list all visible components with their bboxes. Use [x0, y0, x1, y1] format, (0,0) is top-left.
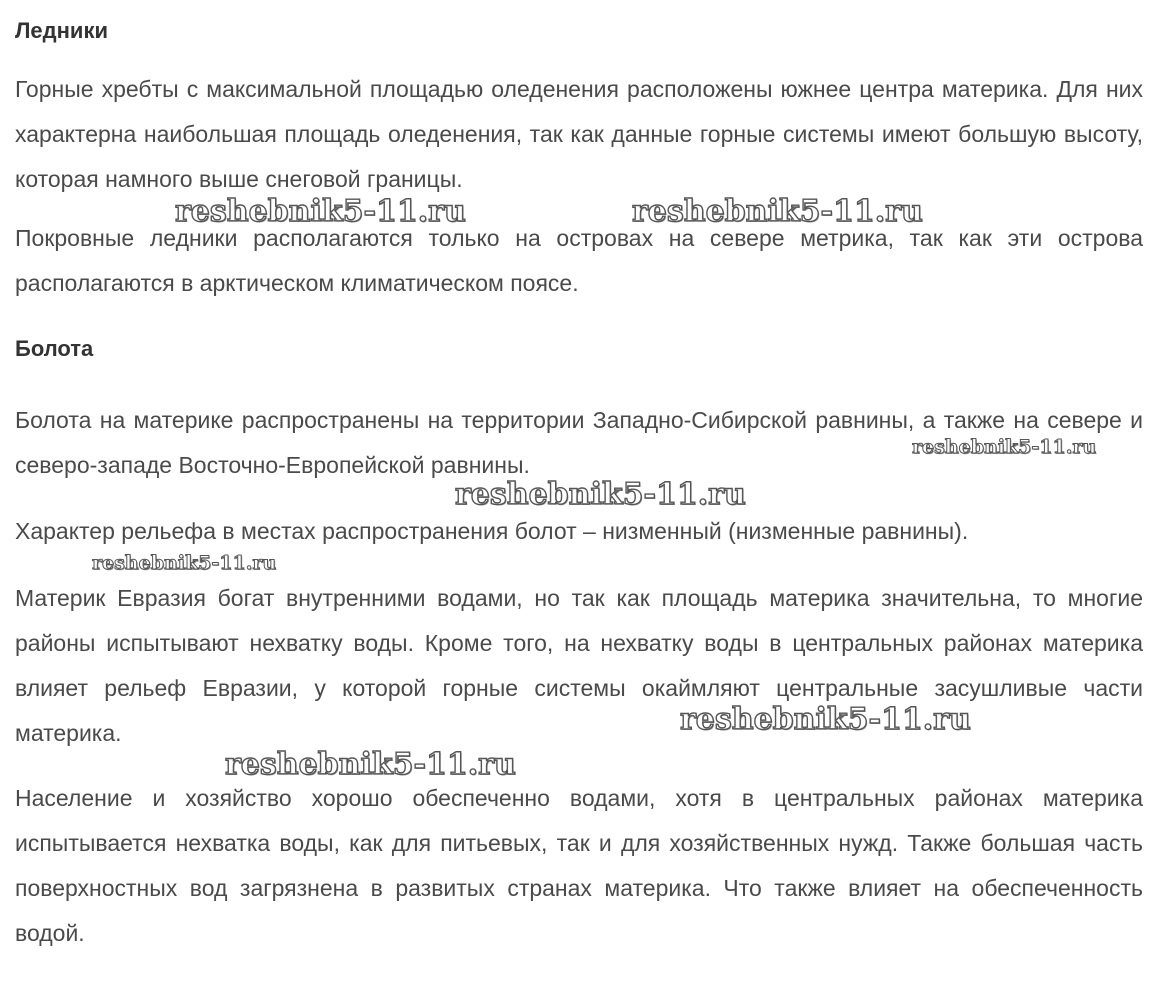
paragraph-swamps-1: Болота на материке распространены на территории Западно-Сибирской равнины, а также на севере и северо-западе Восточно-Европейской равнины. [15, 407, 1143, 478]
watermark: reshebnik5-11.ru [632, 194, 923, 229]
paragraph-glaciers-1: Горные хребты с максимальной площадью оледенения расположены южнее центра материка. Для них характерна наибольшая площадь оледенения, так как данные горные системы имеют большую высоту, которая намного выше снеговой границы. [15, 76, 1143, 192]
watermark: reshebnik5-11.ru [680, 702, 971, 737]
watermark: reshebnik5-11.ru [225, 747, 516, 782]
heading-swamps: Болота [15, 336, 94, 361]
paragraph-swamps-2: Характер рельефа в местах распространения болот – низменный (низменные равнины). [15, 518, 969, 544]
watermark: reshebnik5-11.ru [175, 194, 466, 229]
watermark: reshebnik5-11.ru [455, 477, 746, 512]
paragraph-swamps-3: Материк Евразия богат внутренними водами, но так как площадь материка значительна, то многие районы испытывают нехватку воды. Кроме того, на нехватку воды в центральных районах материка влияет рельеф Евразии, у которой горные системы окаймляют центральные засушливые части материка. [15, 585, 1143, 746]
paragraph-glaciers-2: Покровные ледники располагаются только на островах на севере метрика, так как эти острова располагаются в арктическом климатическом поясе. [15, 225, 1143, 296]
watermark: reshebnik5-11.ru [92, 552, 277, 574]
watermark: reshebnik5-11.ru [912, 436, 1097, 458]
paragraph-swamps-4: Население и хозяйство хорошо обеспеченно водами, хотя в центральных районах материка испытывается нехватка воды, как для питьевых, так и для хозяйственных нужд. Также большая часть поверхностных вод загрязнена в развитых странах материка. Что также влияет на обеспеченность водой. [15, 785, 1143, 946]
heading-glaciers: Ледники [15, 18, 108, 43]
